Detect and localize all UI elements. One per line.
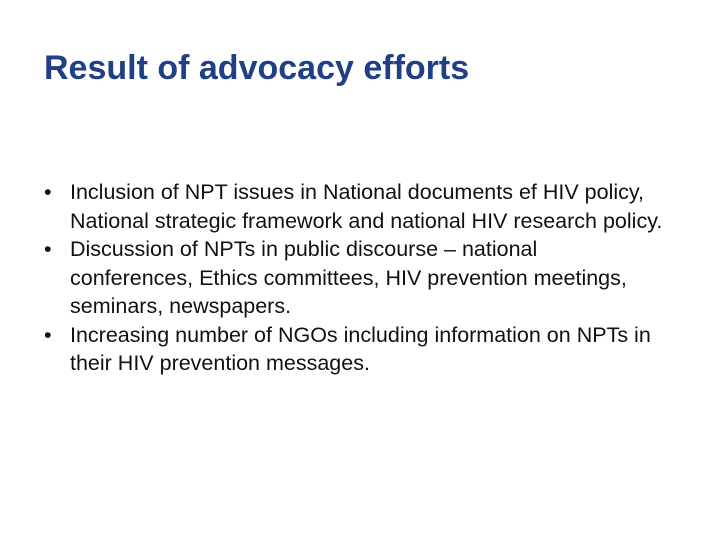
bullet-item-discussion: [44, 235, 664, 321]
bullet-text: Discussion of NPTs in public discourse – national conferences, Ethics committees, HIV prevention meetings, seminars, newspapers.: [70, 237, 627, 318]
bullet-text: Inclusion of NPT issues in National documents ef HIV policy, National strategic framework and national HIV research policy.: [70, 180, 663, 233]
bullet-dot-icon: •: [44, 322, 52, 347]
bullet-dot-icon: •: [44, 180, 52, 204]
bullet-list: [44, 178, 664, 378]
slide-title: Result of advocacy efforts: [44, 49, 470, 87]
bullet-text: Increasing number of NGOs including information on NPTs in their HIV prevention messages.: [70, 322, 651, 375]
bullet-item-inclusion: [44, 178, 664, 235]
bullet-item-ngos: [44, 321, 664, 378]
bullet-dot-icon: •: [44, 237, 52, 261]
